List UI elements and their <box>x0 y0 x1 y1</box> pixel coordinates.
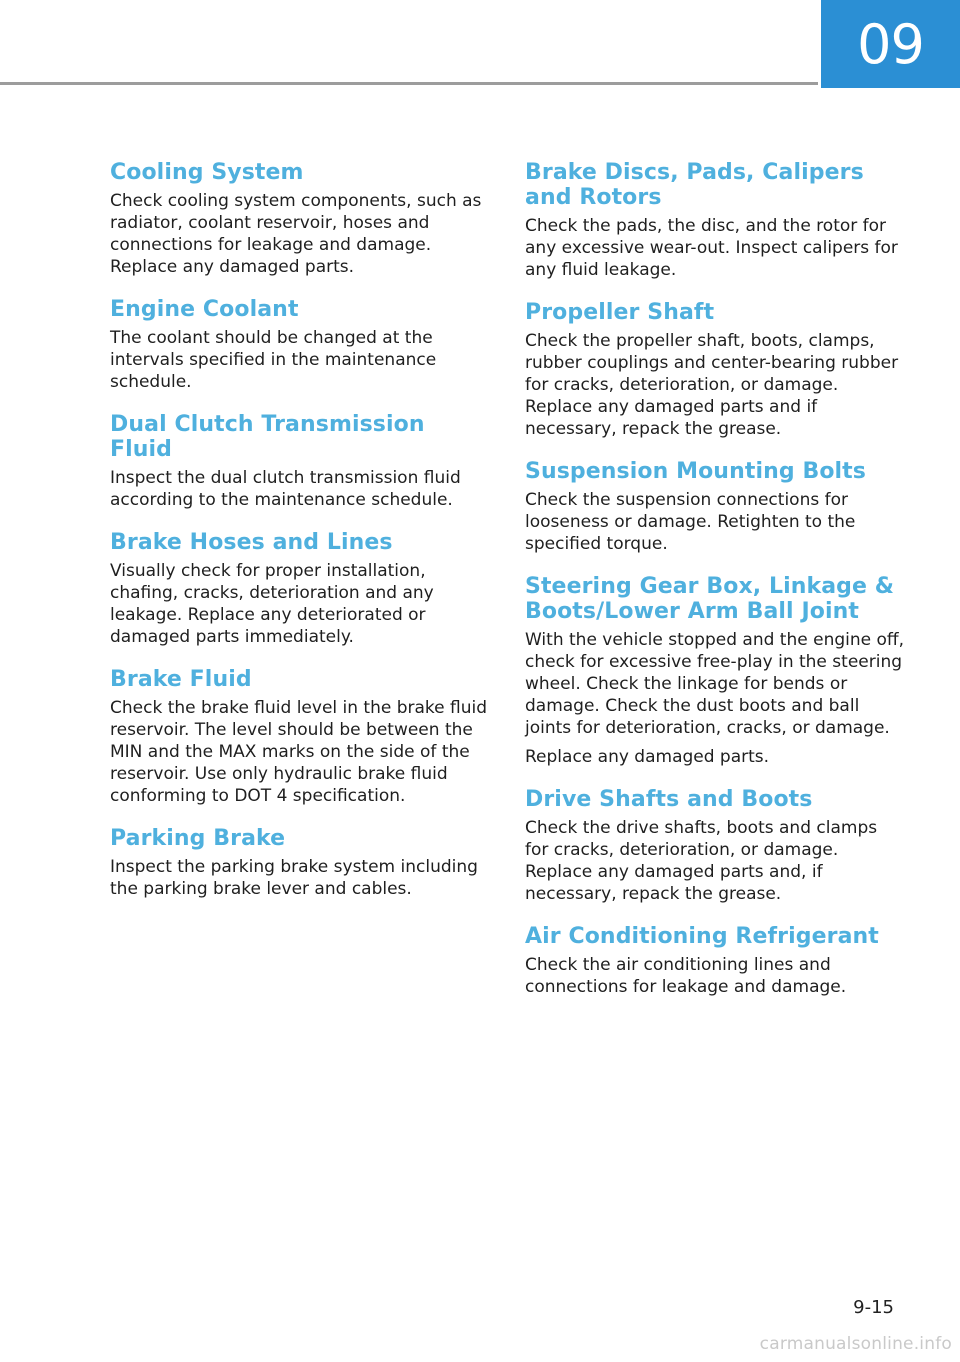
section-heading: Parking Brake <box>110 826 286 851</box>
section-body: Visually check for proper installation, chafing, cracks, deterioration and any leakage. Replace any deteriorated or damaged parts immediately. <box>110 561 434 647</box>
section-body: Check the propeller shaft, boots, clamps, rubber couplings and center-bearing rubber for cracks, deterioration, or damage. Replace any damaged parts and if necessary, repack the grease. <box>525 331 899 439</box>
section-body: Check cooling system components, such as radiator, coolant reservoir, hoses and connections for leakage and damage. Replace any damaged parts. <box>110 191 482 277</box>
section-brake-hoses-and-lines <box>110 530 490 648</box>
section-body: The coolant should be changed at the intervals specified in the maintenance schedule. <box>110 328 437 392</box>
right-column <box>525 160 905 998</box>
section-engine-coolant <box>110 297 490 393</box>
section-body: Check the air conditioning lines and connections for leakage and damage. <box>525 955 847 997</box>
section-body: Check the drive shafts, boots and clamps for cracks, deterioration, or damage. Replace any damaged parts and, if necessary, repack the grease. <box>525 818 878 904</box>
section-body: With the vehicle stopped and the engine off, check for excessive free-play in the steering wheel. Check the linkage for bends or damage. Check the dust boots and ball joints for deterioration, cracks, or damage. <box>525 630 905 738</box>
section-heading: Engine Coolant <box>110 297 299 322</box>
section-parking-brake <box>110 826 490 900</box>
section-heading: Brake Hoses and Lines <box>110 530 393 555</box>
page-number: 9-15 <box>853 1297 894 1318</box>
section-suspension-mounting-bolts <box>525 459 905 555</box>
section-body: Check the brake fluid level in the brake fluid reservoir. The level should be between the MIN and the MAX marks on the side of the reservoir. Use only hydraulic brake fluid conforming to DOT 4 specification. <box>110 698 488 806</box>
section-air-conditioning-refrigerant <box>525 924 905 998</box>
section-body: Inspect the dual clutch transmission fluid according to the maintenance schedule. <box>110 468 461 510</box>
section-heading: Dual Clutch Transmission Fluid <box>110 412 425 462</box>
section-heading: Air Conditioning Refrigerant <box>525 924 879 949</box>
section-propeller-shaft <box>525 300 905 440</box>
header-rule <box>0 82 818 85</box>
section-body: Replace any damaged parts. <box>525 747 770 767</box>
section-body: Check the suspension connections for looseness or damage. Retighten to the specified torque. <box>525 490 856 554</box>
section-heading: Cooling System <box>110 160 304 185</box>
section-steering-gear-box-linkage-boots-lower-arm-ball-joint <box>525 574 905 768</box>
section-heading: Suspension Mounting Bolts <box>525 459 866 484</box>
section-drive-shafts-and-boots <box>525 787 905 905</box>
watermark: carmanualsonline.info <box>759 1334 952 1354</box>
section-brake-fluid <box>110 667 490 807</box>
section-heading: Steering Gear Box, Linkage & Boots/Lower Arm Ball Joint <box>525 574 895 624</box>
chapter-tab <box>821 0 960 88</box>
left-column <box>110 160 490 900</box>
section-heading: Propeller Shaft <box>525 300 715 325</box>
section-brake-discs-pads-calipers-and-rotors <box>525 160 905 281</box>
section-body: Inspect the parking brake system including the parking brake lever and cables. <box>110 857 478 899</box>
section-dual-clutch-transmission-fluid <box>110 412 490 511</box>
section-heading: Brake Discs, Pads, Calipers and Rotors <box>525 160 864 210</box>
section-heading: Brake Fluid <box>110 667 252 692</box>
chapter-number: 09 <box>857 12 924 76</box>
section-heading: Drive Shafts and Boots <box>525 787 813 812</box>
section-cooling-system <box>110 160 490 278</box>
section-body: Check the pads, the disc, and the rotor for any excessive wear-out. Inspect calipers for any fluid leakage. <box>525 216 898 280</box>
